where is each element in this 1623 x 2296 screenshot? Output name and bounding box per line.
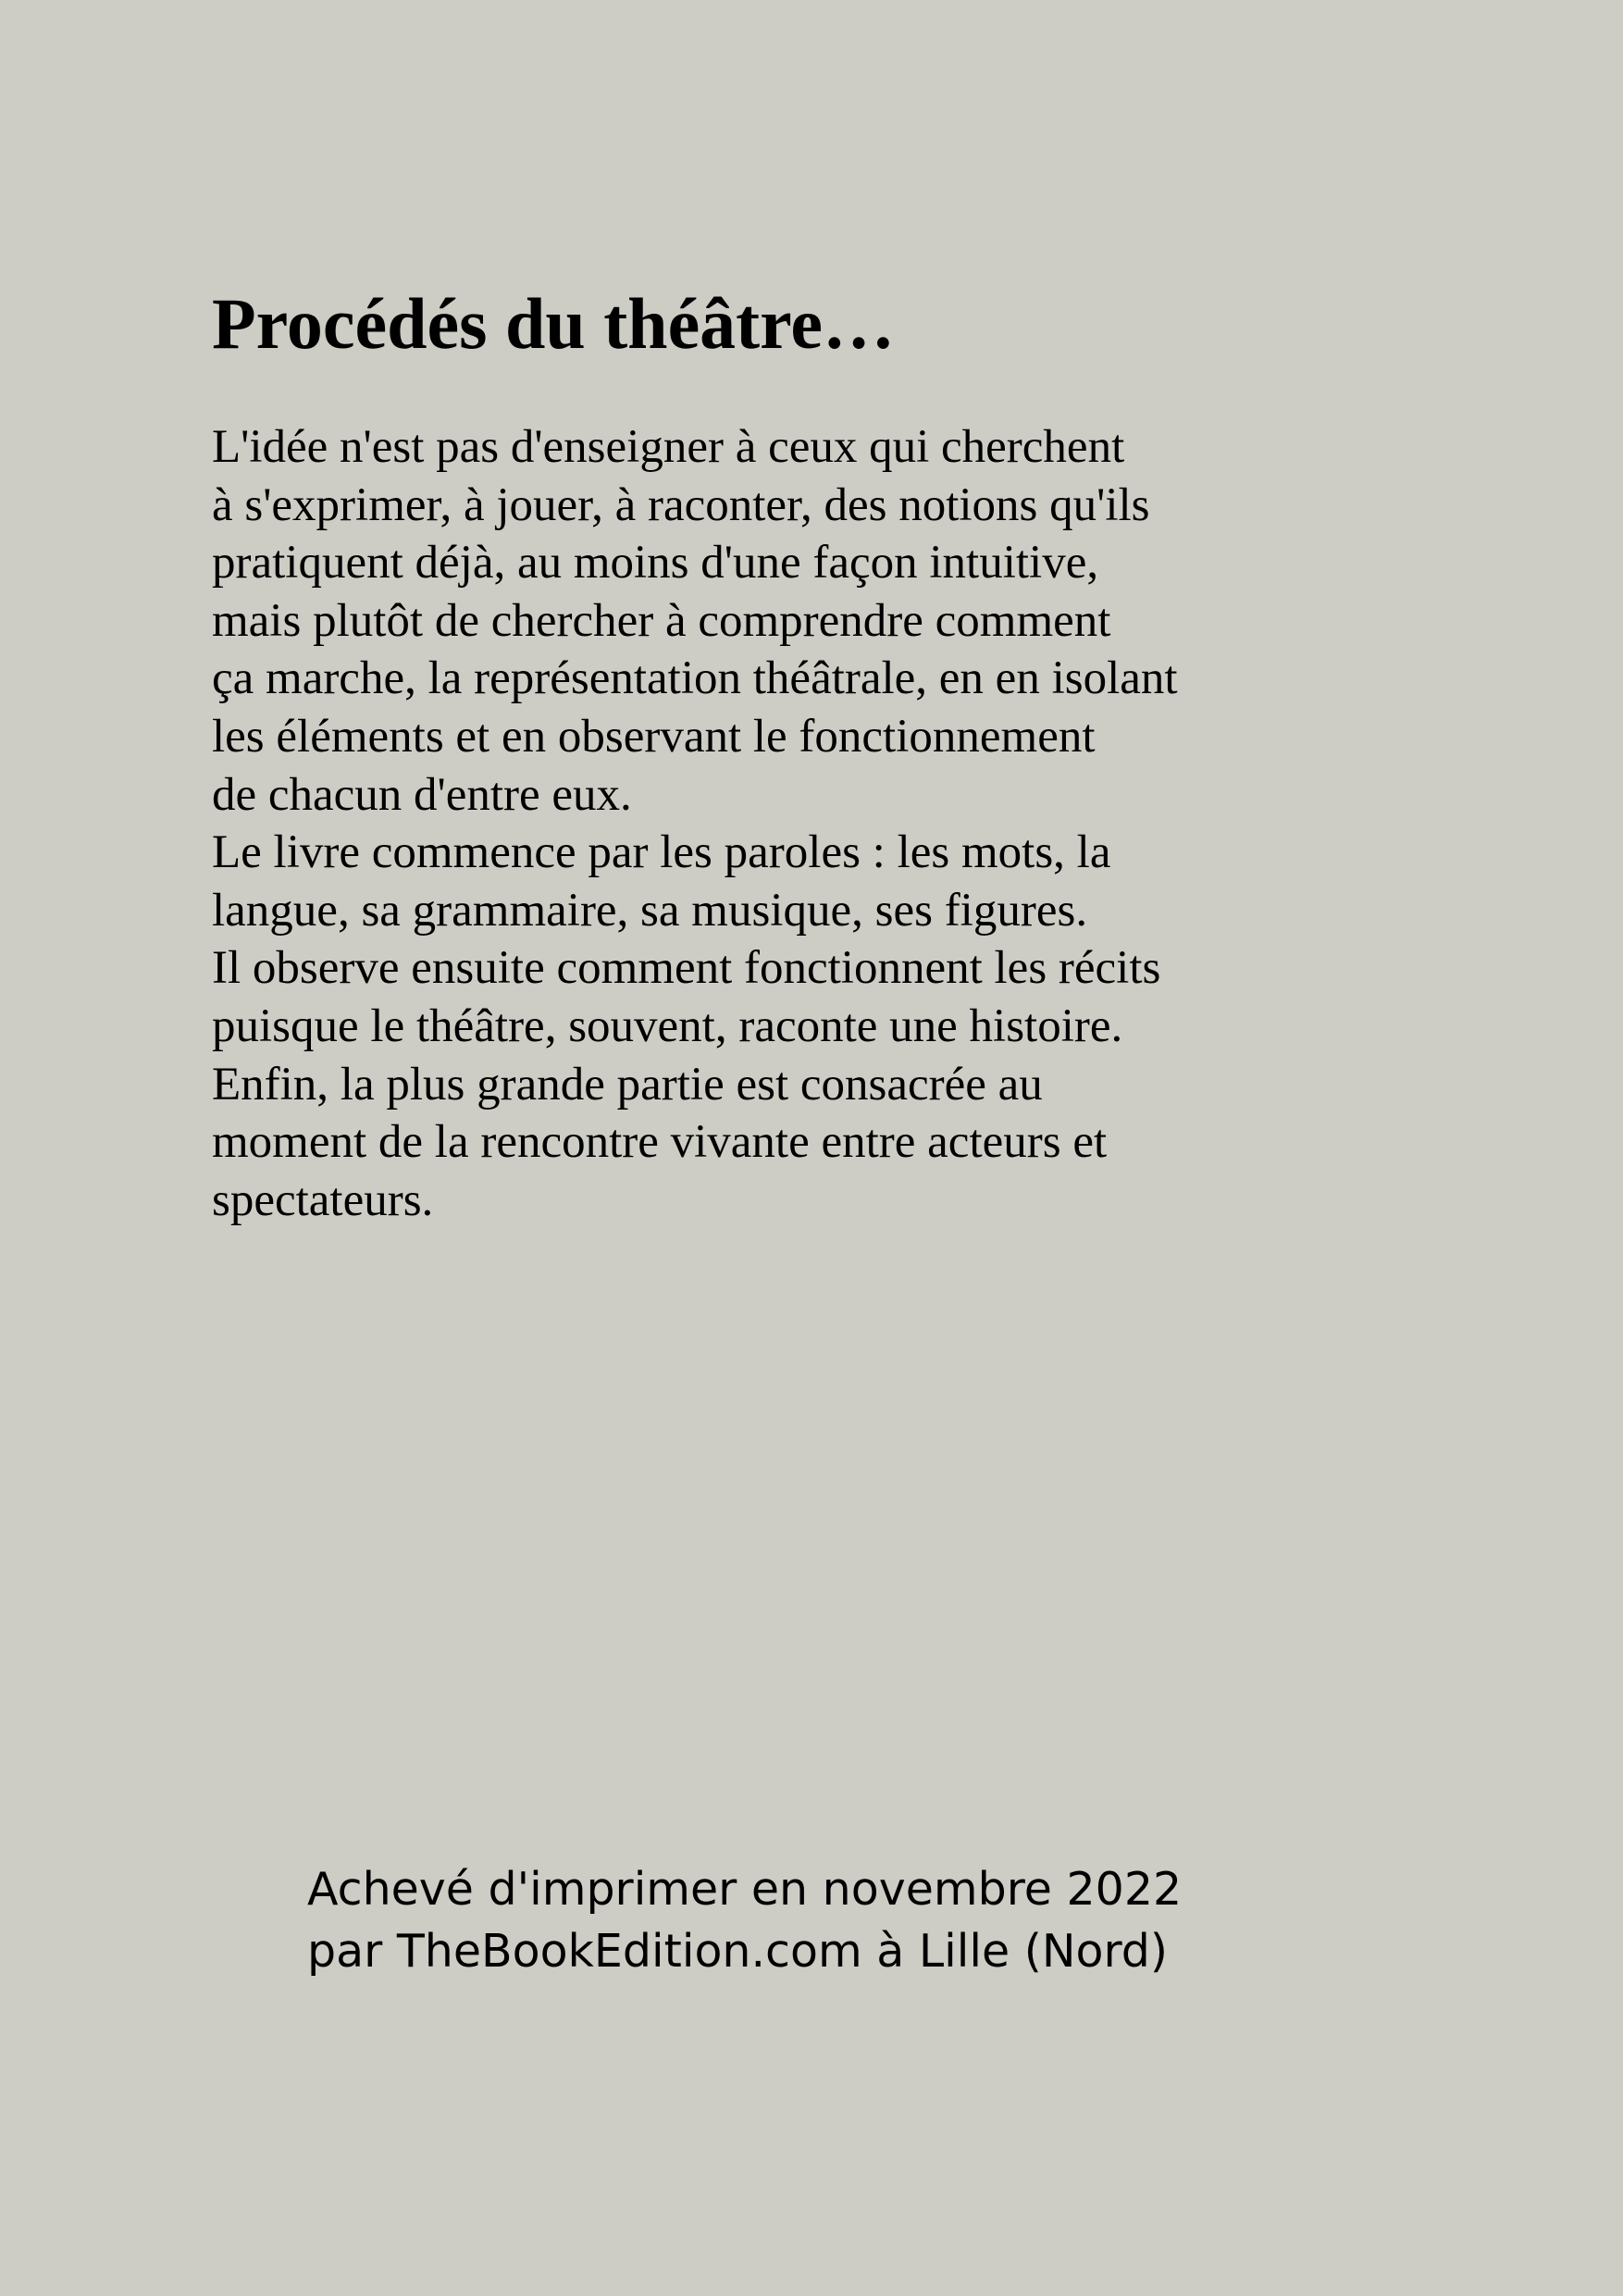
summary-line: L'idée n'est pas d'enseigner à ceux qui cherchent — [212, 421, 1125, 473]
summary-line: moment de la rencontre vivante entre acteurs et — [212, 1116, 1108, 1169]
summary-line: puisque le théâtre, souvent, raconte une histoire. — [212, 999, 1123, 1052]
summary-line: à s'exprimer, à jouer, à raconter, des notions qu'ils — [212, 478, 1150, 531]
colophon-line: Achevé d'imprimer en novembre 2022 — [307, 1863, 1183, 1916]
summary-line: ça marche, la représentation théâtrale, en en isolant — [212, 652, 1178, 705]
summary-line: Il observe ensuite comment fonctionnent les récits — [212, 942, 1161, 995]
summary-line: Le livre commence par les paroles : les mots, la — [212, 826, 1111, 879]
printing-colophon — [307, 1858, 1182, 1982]
summary-line: pratiquent déjà, au moins d'une façon intuitive, — [212, 537, 1099, 590]
summary-line: spectateurs. — [212, 1173, 434, 1226]
summary-line: langue, sa grammaire, sa musique, ses figures. — [212, 884, 1088, 937]
summary-line: mais plutôt de chercher à comprendre comment — [212, 594, 1111, 647]
summary-line: de chacun d'entre eux. — [212, 768, 632, 821]
back-cover-summary — [212, 418, 1178, 1229]
colophon-line: par TheBookEdition.com à Lille (Nord) — [307, 1925, 1168, 1978]
book-title: Procédés du théâtre… — [212, 283, 895, 364]
summary-line: Enfin, la plus grande partie est consacrée au — [212, 1058, 1043, 1111]
summary-line: les éléments et en observant le fonctionnement — [212, 710, 1096, 763]
